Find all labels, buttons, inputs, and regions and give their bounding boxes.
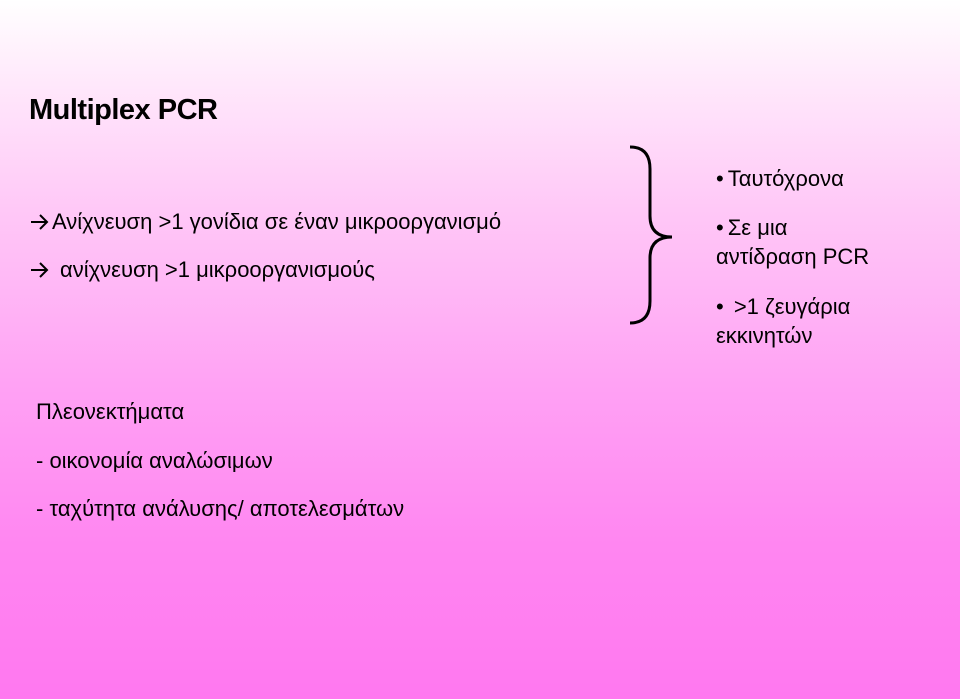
bullet-icon: • xyxy=(716,215,724,240)
advantages-heading: Πλεονεκτήματα xyxy=(36,399,185,424)
arrow-right-icon xyxy=(30,213,50,231)
arrow-item-genes xyxy=(30,211,501,233)
bullet-icon: • xyxy=(716,166,724,191)
bullet-item-primer-pairs xyxy=(716,292,850,350)
bullet-icon: • xyxy=(716,294,724,319)
advantage-item: - οικονομία αναλώσιμων xyxy=(36,448,273,473)
bullet-text-continued: εκκινητών xyxy=(716,323,813,348)
slide-title: Multiplex PCR xyxy=(29,94,218,126)
arrow-item-text: ανίχνευση >1 μικροοργανισμούς xyxy=(60,257,375,282)
arrow-item-text: Ανίχνευση >1 γονίδια σε έναν μικροοργανισμό xyxy=(52,209,502,234)
bullet-text-continued: αντίδραση PCR xyxy=(716,244,870,269)
arrow-item-microorganisms xyxy=(30,259,375,281)
bullet-item-single-reaction xyxy=(716,213,869,271)
bullet-item-simultaneous xyxy=(716,164,844,193)
advantage-item: - ταχύτητα ανάλυσης/ αποτελεσμάτων xyxy=(36,496,405,521)
bullet-text: Σε μια xyxy=(727,215,788,240)
arrow-right-icon xyxy=(30,261,50,279)
bullet-text: >1 ζευγάρια xyxy=(727,294,851,319)
bullet-text: Ταυτόχρονα xyxy=(727,166,844,191)
right-brace-icon xyxy=(628,144,678,326)
